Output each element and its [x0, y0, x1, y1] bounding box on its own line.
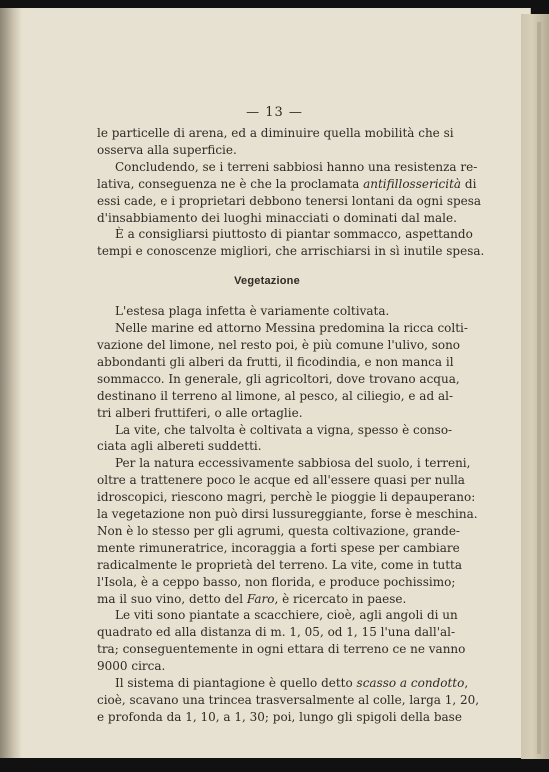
page-number: — 13 — — [246, 105, 303, 120]
text-line: tra; conseguentemente in ogni ettara di terreno ce ne vanno — [97, 642, 466, 657]
text-line: Per la natura eccessivamente sabbiosa del suolo, i terreni, — [115, 456, 471, 471]
text-line: tri alberi fruttiferi, o alle ortaglie. — [97, 405, 303, 420]
book-gutter — [0, 8, 22, 758]
text-line: Il sistema di piantagione è quello detto scasso a condotto — [115, 676, 465, 691]
text-line: È a consigliarsi piuttosto di piantar sommacco, aspettando — [115, 227, 473, 242]
text-line: La vite, che talvolta è coltivata a vigna, spesso è conso- — [115, 422, 453, 437]
text-line: osserva alla superficie. — [97, 142, 237, 157]
page-edge-shadow — [537, 22, 541, 754]
text-line: mente rimuneratrice, incoraggia a forti spese per cambiare — [97, 540, 460, 555]
text-line: Concludendo, se i terreni sabbiosi hanno una resistenza re- — [115, 159, 478, 174]
text-line: 9000 circa. — [97, 659, 166, 674]
text-line: destinano il terreno al limone, al pesco, al ciliegio, e ad al- — [97, 388, 454, 403]
section-heading: Vegetazione — [234, 275, 300, 288]
text-line: l'Isola, è a ceppo basso, non florida, e produce pochissimo; — [97, 574, 456, 589]
text-line: essi cade, e i proprietari debbono tenersi lontani da ogni spesa — [97, 193, 482, 208]
text-line: L'estesa plaga infetta è variamente coltivata. — [115, 304, 390, 319]
text-line: lativa, conseguenza ne è che la proclamata antifillossericità — [97, 176, 462, 191]
text-line: Non è lo stesso per gli agrumi, questa coltivazione, grande- — [97, 523, 460, 538]
text-line: d'insabbiamento dei luoghi minacciati o dominati dal male. — [97, 210, 457, 225]
text-line: abbondanti gli alberi da frutti, il ficodindia, e non manca il — [97, 354, 454, 369]
text-line: tempi e conoscenze migliori, che arrischiarsi in sì inutile spesa. — [97, 244, 485, 259]
text-line: Nelle marine ed attorno Messina predomina la ricca colti- — [115, 321, 468, 336]
text-line: radicalmente le proprietà del terreno. La vite, come in tutta — [97, 557, 462, 572]
text-line: ciata agli albereti suddetti. — [97, 439, 262, 454]
body-text — [97, 125, 485, 726]
text-line: ma il suo vino, detto del Faro, è ricercato in paese. — [97, 591, 407, 606]
text-line: idroscopici, riescono magri, perchè le pioggie li depauperano: — [97, 490, 476, 505]
text-line: oltre a trattenere poco le acque ed all'essere quasi per nulla — [97, 473, 465, 488]
text-line: Le viti sono piantate a scacchiere, cioè, agli angoli di un — [115, 608, 458, 623]
page-edges — [521, 14, 549, 759]
text-line: sommacco. In generale, gli agricoltori, dove trovano acqua, — [97, 371, 460, 386]
text-line: la vegetazione non può dirsi lussureggiante, forse è meschina. — [97, 507, 478, 522]
text-line: vazione del limone, nel resto poi, è più comune l'ulivo, sono — [97, 337, 461, 352]
text-line: cioè, scavano una trincea trasversalmente al colle, larga 1, 20, — [97, 693, 480, 707]
text-line: quadrato ed alla distanza di m. 1, 05, od 1, 15 l'una dall'al- — [97, 625, 456, 640]
text-line: le particelle di arena, ed a diminuire quella mobilità che si — [97, 126, 454, 140]
text-line: e profonda da 1, 10, a 1, 30; poi, lungo gli spigoli della base — [97, 709, 462, 724]
